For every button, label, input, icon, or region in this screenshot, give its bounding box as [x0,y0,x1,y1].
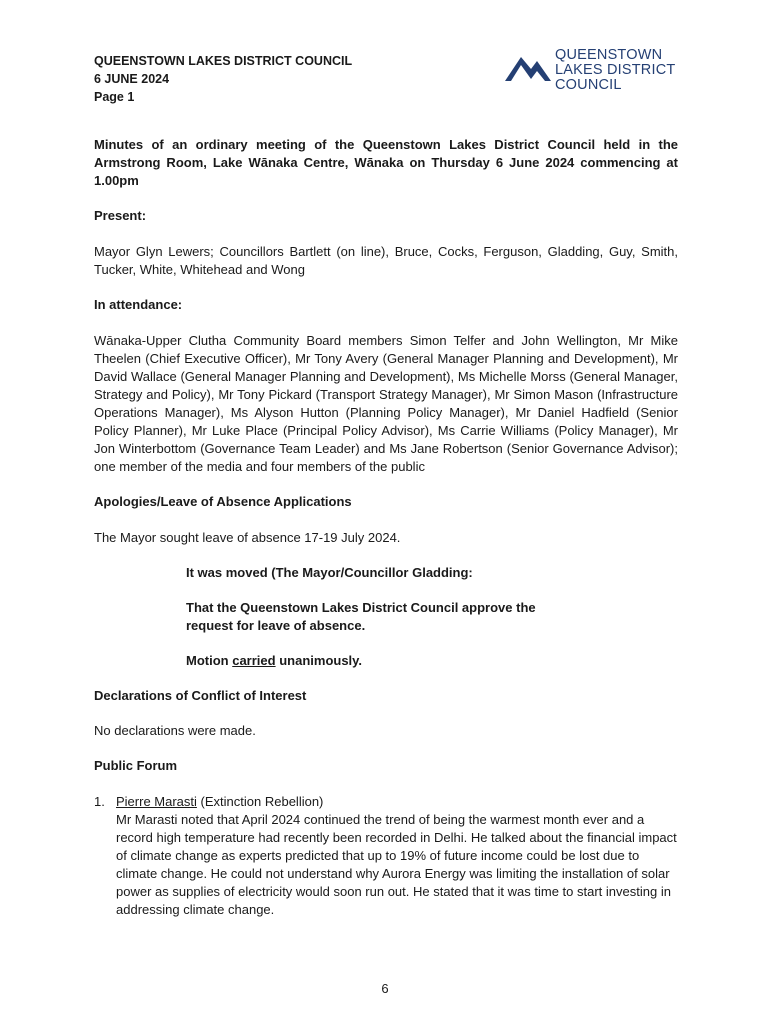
conflicts-heading: Declarations of Conflict of Interest [94,688,307,703]
motion-carried: carried [232,653,276,668]
page-number: 6 [381,981,389,996]
motion-text: That the Queenstown Lakes District Council approve the request for leave of absence. [186,600,536,633]
motion-block [186,564,580,670]
logo-line-2: LAKES DISTRICT [555,62,676,78]
forum-item-number: 1. [94,794,105,809]
motion-moved: It was moved (The Mayor/Councillor Gladding: [186,565,473,580]
attendance-list: Wānaka-Upper Clutha Community Board members Simon Telfer and John Wellington, Mr Mike Theelen (Chief Executive Officer), Mr Tony Avery (General Manager Planning and Development), Mr David Wallace (General Manager Planning and Development), Ms Michelle Morss (General Manager, Strategy and Policy), Mr Tony Pickard (Transport Strategy Manager), Mr Simon Mason (Infrastructure Operations Manager), Ms Alyson Hutton (Planning Policy Manager), Mr Daniel Hadfield (Senior Policy Planner), Mr Luke Place (Principal Policy Advisor), Ms Carrie Williams (Policy Manager), Mr Jon Winterbottom (Governance Team Leader) and Ms Jane Robertson (Senior Governance Advisor); one member of the media and four members of the public [94,333,678,474]
forum-heading: Public Forum [94,758,178,773]
forum-item-text: Mr Marasti noted that April 2024 continued the trend of being the warmest month ever and a record high temperature had recently been recorded in Delhi. He talked about the financial impact of climate change as experts predicted that up to 19% of future income could be lost due to climate change. He could not understand why Aurora Energy was limiting the installation of solar power as supplies of electricity would soon run out. He stated that it was time to start investing in addressing climate change. [116,812,677,917]
present-heading: Present: [94,208,147,223]
logo-line-1: QUEENSTOWN [555,47,663,63]
council-logo [505,48,675,93]
forum-item [94,793,678,919]
apologies-heading: Apologies/Leave of Absence Applications [94,494,352,509]
meeting-date: 6 JUNE 2024 [94,72,170,86]
minutes-body [94,136,678,919]
minutes-title: Minutes of an ordinary meeting of the Queenstown Lakes District Council held in the Armstrong Room, Lake Wānaka Centre, Wānaka on Thursday 6 June 2024 commencing at 1.00pm [94,137,678,188]
mountain-icon [505,51,551,91]
attendance-heading: In attendance: [94,297,183,312]
present-list: Mayor Glyn Lewers; Councillors Bartlett (on line), Bruce, Cocks, Ferguson, Gladding, Guy, Smith, Tucker, White, Whitehead and Wong [94,244,678,277]
motion-result [186,652,580,670]
conflicts-text: No declarations were made. [94,723,256,738]
council-name: QUEENSTOWN LAKES DISTRICT COUNCIL [94,54,353,68]
page-label: Page 1 [94,90,135,104]
forum-speaker-affiliation: (Extinction Rebellion) [200,794,324,809]
logo-line-3: COUNCIL [555,77,622,93]
document-header [94,52,352,106]
apologies-text: The Mayor sought leave of absence 17-19 July 2024. [94,530,401,545]
forum-speaker-name: Pierre Marasti [116,794,197,809]
motion-outcome: unanimously. [279,653,363,668]
motion-label: Motion [186,653,229,668]
